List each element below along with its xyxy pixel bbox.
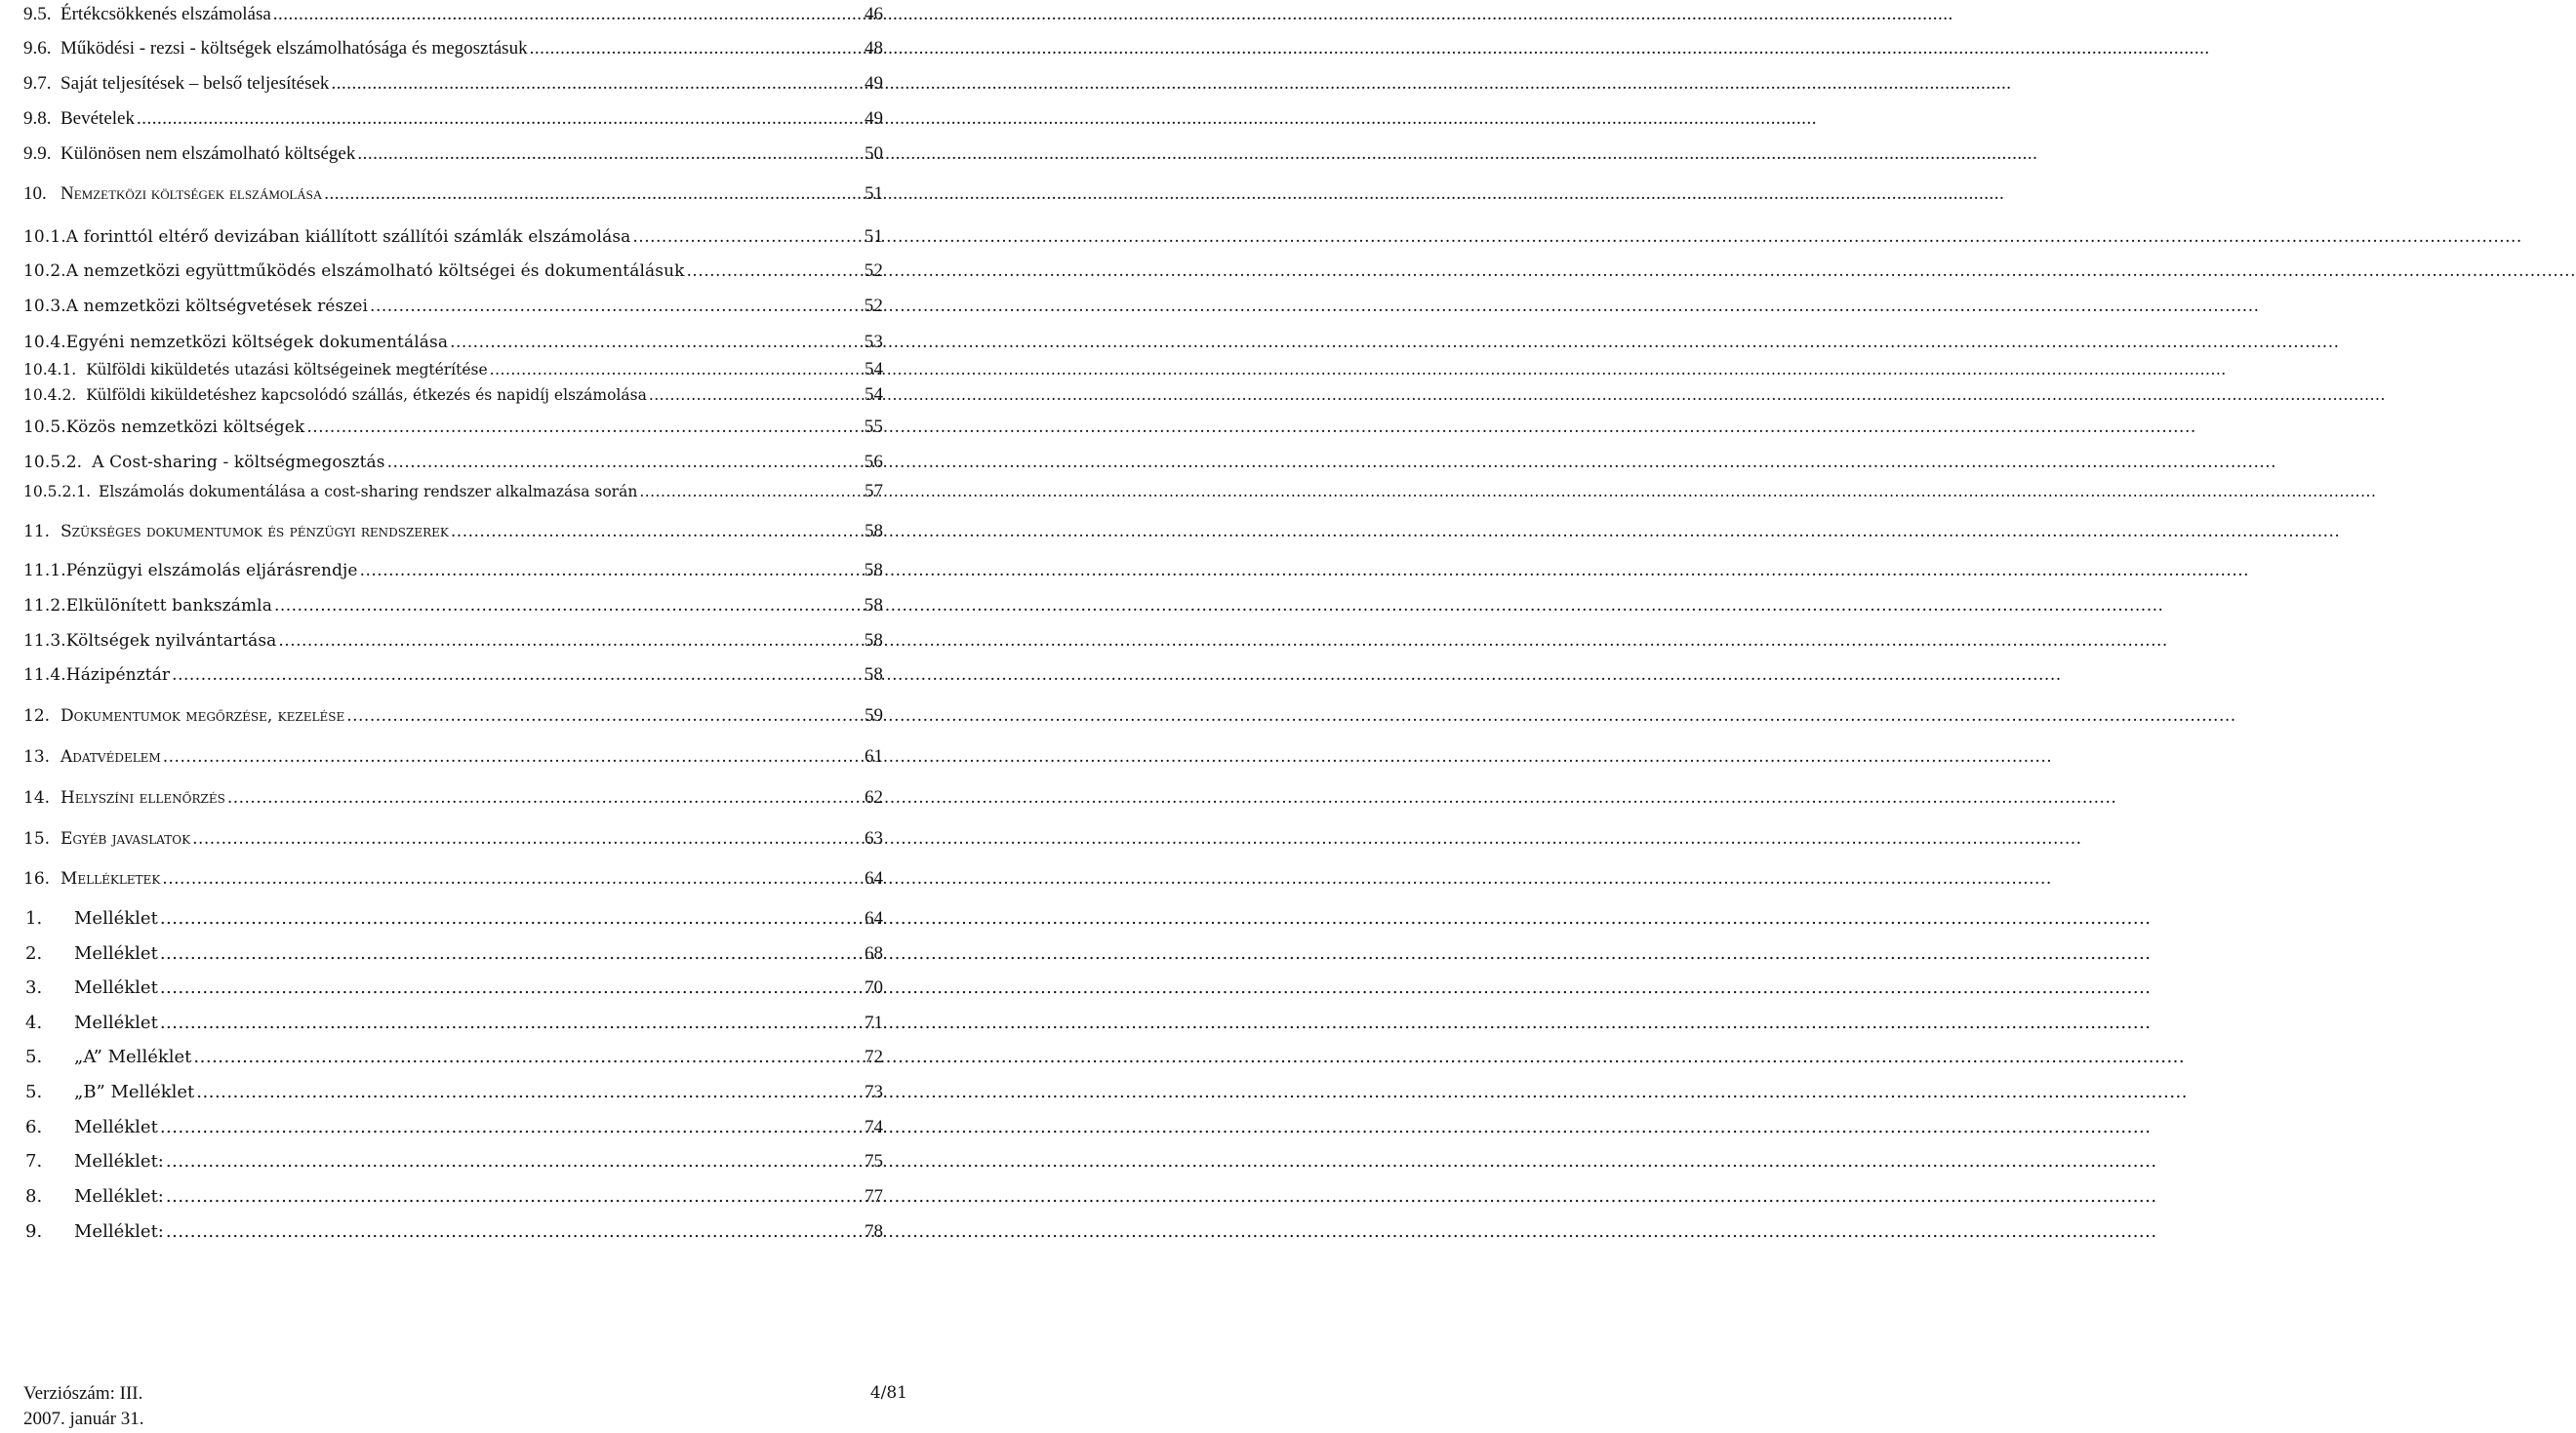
toc-number: 9. [25,1221,43,1242]
toc-leader [387,455,858,471]
toc-annex-entry[interactable] [25,944,883,963]
toc-number: 11.2. [23,596,66,616]
toc-leader [357,144,858,163]
toc-page: 64 [865,868,883,889]
toc-title: Helyszíni ellenőrzés [60,788,225,808]
toc-number: 10.1. [23,227,66,247]
toc-leader [530,39,858,58]
toc-entry[interactable] [23,5,883,23]
toc-leader [163,749,858,766]
toc-number: 13. [23,747,51,767]
toc-entry[interactable] [23,631,883,650]
toc-number: 10.4. [23,333,66,352]
toc-leader [687,263,858,280]
toc-title: Költségek nyilvántartása [65,631,277,651]
toc-title: Szükséges dokumentumok és pénzügyi rendszerek [60,522,449,541]
toc-title: A nemzetközi együttműködés elszámolható költségei és dokumentálásuk [65,261,685,281]
toc-entry[interactable] [23,74,883,93]
toc-title: Melléklet: [74,1221,164,1242]
toc-number: 11.4. [23,665,66,685]
toc-leader [160,979,858,997]
toc-entry[interactable] [23,385,883,404]
toc-page: 48 [865,38,883,59]
toc-page: 58 [864,560,883,580]
toc-leader [649,388,858,404]
toc-number: 4. [25,1013,43,1033]
toc-chapter-entry[interactable] [23,184,883,203]
toc-leader [160,1015,858,1032]
toc-page: 57 [865,481,883,501]
toc-leader [273,5,858,23]
toc-number: 10.5.2. [23,453,83,472]
toc-page: 51 [864,226,883,247]
toc-page: 68 [865,943,883,964]
toc-entry[interactable] [23,418,883,436]
toc-leader [450,335,858,351]
toc-page: 71 [865,1013,883,1033]
toc-number: 10. [23,183,47,204]
page-number: 4/81 [869,1383,907,1403]
toc-entry[interactable] [23,482,883,500]
toc-entry[interactable] [23,665,883,684]
toc-title: Nemzetközi költségek elszámolása [60,183,323,204]
toc-number: 1. [25,908,43,929]
toc-page: 53 [864,332,883,352]
toc-leader [324,184,858,203]
toc-page: 73 [865,1082,883,1102]
toc-entry[interactable] [23,39,883,58]
toc-title: Melléklet: [74,1151,164,1172]
toc-page: 72 [865,1047,883,1067]
toc-number: 3. [25,977,43,998]
toc-leader [193,1049,858,1066]
toc-leader [160,1119,858,1136]
toc-leader [137,109,858,128]
toc-number: 5. [25,1082,43,1102]
toc-number: 10.4.1. [23,361,77,378]
toc-number: 9.7. [23,73,52,94]
toc-chapter-entry[interactable] [23,706,883,725]
toc-page: 58 [864,595,883,616]
toc-number: 9.8. [23,108,52,129]
toc-title: A forinttól eltérő devizában kiállított szállítói számlák elszámolása [65,227,631,247]
toc-page: 56 [864,452,883,472]
toc-leader [166,1223,858,1241]
toc-number: 9.5. [23,4,52,24]
toc-leader [160,910,858,928]
toc-title: Pénzügyi elszámolás eljárásrendje [65,561,358,580]
toc-leader [172,667,858,684]
toc-page: 59 [865,705,883,726]
toc-number: 12. [23,706,51,726]
toc-title: Melléklet [74,977,158,998]
toc-title: Melléklet [74,1013,158,1033]
toc-title: Közös nemzetközi költségek [65,418,305,437]
toc-page: 75 [865,1151,883,1172]
toc-number: 14. [23,788,51,808]
toc-page: 49 [865,108,883,129]
toc-page: 58 [865,521,883,541]
toc-page: 74 [865,1117,883,1137]
toc-leader [632,229,858,246]
toc-entry[interactable] [23,297,883,315]
toc-title: Értékcsökkenés elszámolása [60,4,271,24]
toc-title: Melléklet [74,908,158,929]
toc-annex-entry[interactable] [25,978,883,997]
toc-number: 5. [25,1047,43,1067]
toc-leader [360,563,858,579]
toc-title: Egyéb javaslatok [60,829,191,849]
toc-leader [227,790,858,807]
toc-leader [331,74,858,93]
toc-page: 51 [865,183,883,204]
toc-leader [274,598,858,615]
toc-number: 9.6. [23,38,52,59]
toc-leader [162,871,858,888]
toc-annex-entry[interactable] [25,1014,883,1032]
toc-page: 58 [864,630,883,651]
toc-title: Mellékletek [60,869,161,889]
toc-title: Elszámolás dokumentálása a cost-sharing rendszer alkalmazása során [99,483,638,500]
toc-annex-entry[interactable] [25,1118,883,1136]
toc-entry[interactable] [23,596,883,615]
toc-page: 55 [864,417,883,437]
toc-page: 52 [864,296,883,316]
toc-page: 78 [865,1221,883,1242]
toc-title: Külföldi kiküldetés utazási költségeinek megtérítése [86,361,488,378]
toc-number: 8. [25,1186,43,1207]
toc-leader [192,831,858,848]
toc-title: Melléklet [74,943,158,964]
toc-leader [346,708,858,725]
toc-number: 10.3. [23,297,66,316]
toc-entry[interactable] [23,561,883,579]
toc-title: Melléklet [74,1117,158,1137]
toc-entry[interactable] [23,261,883,280]
toc-leader [160,945,858,963]
toc-title: Elkülönített bankszámla [65,596,272,616]
toc-page: 49 [865,73,883,94]
toc-title: Bevételek [60,108,135,129]
toc-number: 11.1. [23,561,66,580]
toc-chapter-entry[interactable] [23,869,883,888]
toc-entry[interactable] [23,360,883,378]
toc-number: 11. [23,522,51,541]
toc-title: Saját teljesítések – belső teljesítések [60,73,330,94]
toc-annex-entry[interactable] [25,909,883,928]
toc-title: A Cost-sharing - költségmegosztás [92,453,385,472]
toc-number: 10.5.2.1. [23,483,92,500]
toc-title: „A” Melléklet [74,1047,192,1067]
toc-number: 7. [25,1151,43,1172]
toc-entry[interactable] [23,227,883,246]
toc-entry[interactable] [23,453,883,471]
toc-annex-entry[interactable] [25,1083,883,1101]
toc-leader [490,363,858,378]
toc-page: 58 [864,664,883,685]
toc-chapter-entry[interactable] [23,522,883,540]
toc-number: 6. [25,1117,43,1137]
toc-page: 77 [865,1186,883,1207]
toc-leader [196,1084,858,1101]
toc-title: Melléklet: [74,1186,164,1207]
toc-leader [370,299,858,315]
toc-number: 10.5. [23,418,66,437]
toc-leader [166,1153,858,1171]
toc-number: 15. [23,829,51,849]
toc-leader [306,419,858,436]
toc-annex-entry[interactable] [25,1048,883,1066]
toc-entry[interactable] [23,144,883,163]
toc-leader [639,485,858,500]
toc-number: 2. [25,943,43,964]
toc-page: 63 [865,828,883,849]
toc-title: Egyéni nemzetközi költségek dokumentálása [65,333,449,352]
toc-title: Különösen nem elszámolható költségek [60,143,356,164]
toc-annex-entry[interactable] [25,1222,883,1241]
toc-page: 70 [865,977,883,998]
toc-page: 62 [865,787,883,808]
toc-annex-entry[interactable] [25,1187,883,1206]
toc-annex-entry[interactable] [25,1152,883,1171]
toc-title: Házipénztár [65,665,171,685]
toc-number: 10.2. [23,261,66,281]
toc-entry[interactable] [23,109,883,128]
toc-number: 9.9. [23,143,52,164]
toc-page: 54 [865,384,883,405]
toc-page: 61 [865,746,883,767]
toc-title: Dokumentumok megőrzése, kezelése [60,706,345,726]
toc-leader [451,524,858,540]
toc-number: 10.4.2. [23,386,77,404]
toc-title: Adatvédelem [60,747,161,767]
footer-version: Verziószám: III. [23,1383,143,1404]
toc-page: 64 [865,908,883,929]
toc-page: 54 [865,359,883,379]
toc-title: Külföldi kiküldetéshez kapcsolódó szállás, étkezés és napidíj elszámolása [86,386,647,404]
toc-page: 52 [864,260,883,281]
toc-title: A nemzetközi költségvetések részei [65,297,369,316]
toc-leader [278,633,858,650]
toc-leader [166,1188,858,1206]
toc-chapter-entry[interactable] [23,747,883,766]
toc-page: 46 [865,4,883,24]
toc-title: „B” Melléklet [74,1082,195,1102]
toc-entry[interactable] [23,333,883,351]
toc-page: 50 [865,143,883,164]
toc-number: 11.3. [23,631,66,651]
toc-title: Működési - rezsi - költségek elszámolhatósága és megosztásuk [60,38,528,59]
toc-chapter-entry[interactable] [23,829,883,848]
footer-date: 2007. január 31. [23,1409,144,1429]
toc-chapter-entry[interactable] [23,788,883,807]
toc-number: 16. [23,869,51,889]
